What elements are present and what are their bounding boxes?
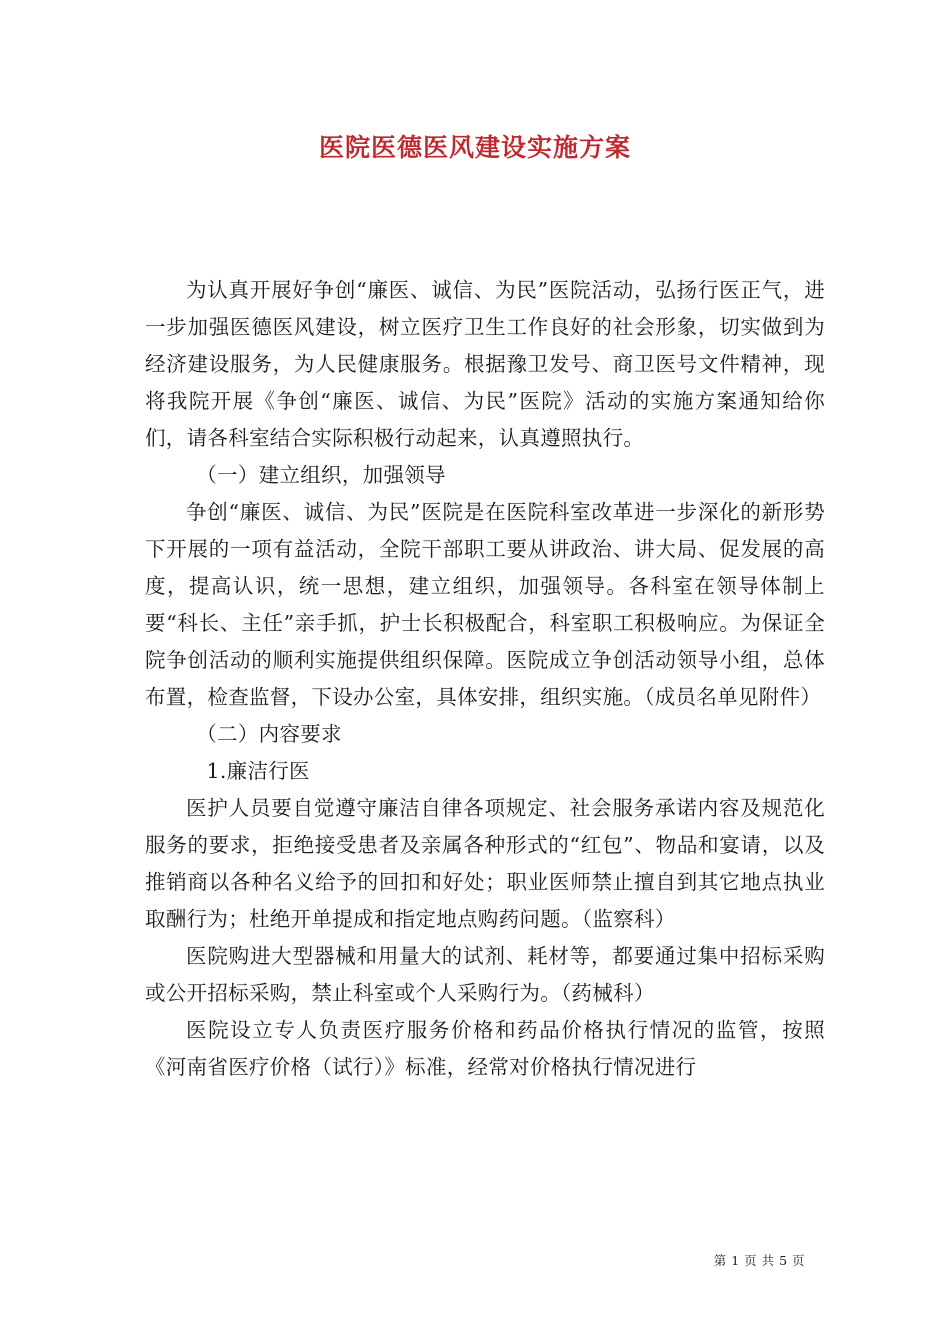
section-heading-requirements: （二）内容要求 <box>196 722 342 746</box>
document-title: 医院医德医风建设实施方案 <box>318 133 631 162</box>
pricing-paragraph: 医院设立专人负责医疗服务价格和药品价格执行情况的监管，按照《河南省医疗价格（试行）》标准，经常对价格执行情况进行 <box>145 1018 825 1079</box>
document-body <box>145 272 825 1086</box>
page-number-footer: 第 1 页 共 5 页 <box>713 1253 805 1268</box>
intro-paragraph: 为认真开展好争创“廉医、诚信、为民”医院活动，弘扬行医正气，进一步加强医德医风建设，树立医疗卫生工作良好的社会形象，切实做到为经济建设服务，为人民健康服务。根据豫卫发号、商卫医号文件精神，现将我院开展《争创“廉医、诚信、为民”医院》活动的实施方案通知给你们，请各科室结合实际积极行动起来，认真遵照执行。 <box>145 278 825 450</box>
clean-practice-paragraph: 医护人员要自觉遵守廉洁自律各项规定、社会服务承诺内容及规范化服务的要求，拒绝接受患者及亲属各种形式的“红包”、物品和宴请，以及推销商以各种名义给予的回扣和好处；职业医师禁止擅自到其它地点执业取酬行为；杜绝开单提成和指定地点购药问题。（监察科） <box>145 796 825 931</box>
organization-paragraph: 争创“廉医、诚信、为民”医院是在医院科室改革进一步深化的新形势下开展的一项有益活动，全院干部职工要从讲政治、讲大局、促发展的高度，提高认识，统一思想，建立组织，加强领导。各科室在领导体制上要“科长、主任”亲手抓，护士长积极配合，科室职工积极响应。为保证全院争创活动的顺利实施提供组织保障。医院成立争创活动领导小组，总体布置，检查监督，下设办公室，具体安排，组织实施。（成员名单见附件） <box>145 500 825 709</box>
procurement-paragraph: 医院购进大型器械和用量大的试剂、耗材等，都要通过集中招标采购或公开招标采购，禁止科室或个人采购行为。（药械科） <box>145 944 825 1005</box>
subsection-heading-clean-practice: 1.廉洁行医 <box>206 759 310 783</box>
section-heading-organization: （一）建立组织，加强领导 <box>196 463 446 487</box>
